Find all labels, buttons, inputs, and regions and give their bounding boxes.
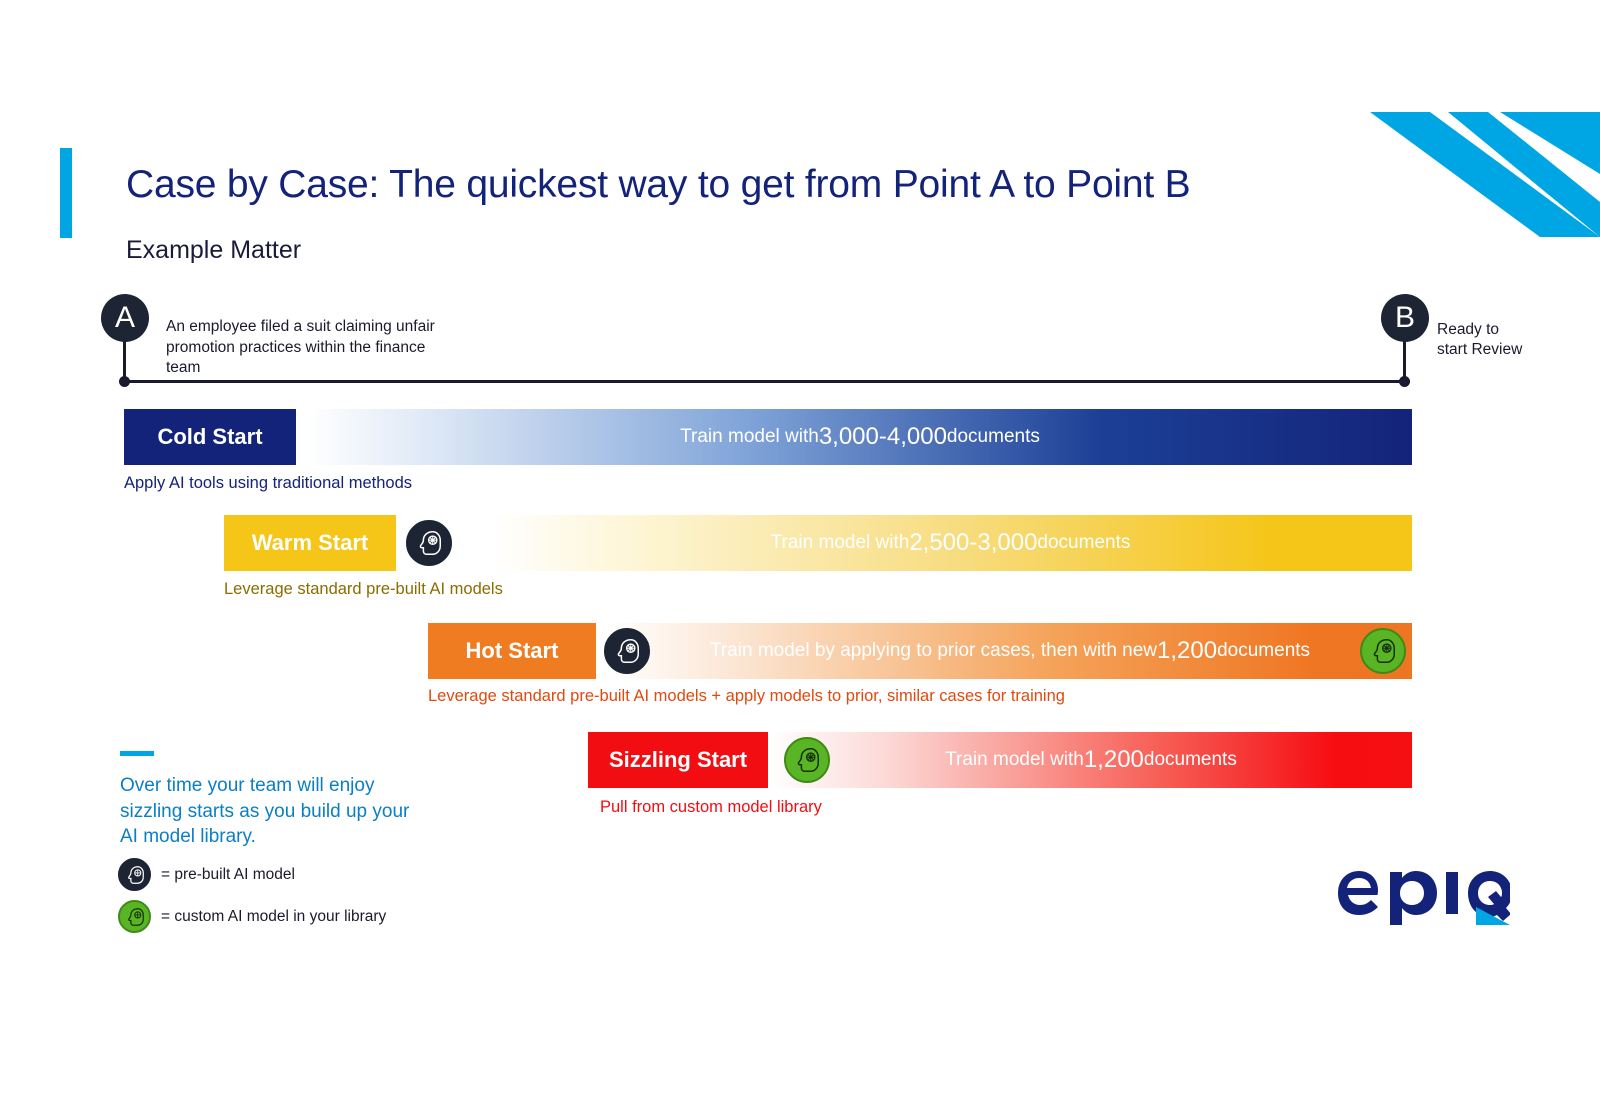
bar-text-cold-start	[308, 409, 1412, 465]
bar-text-number-cold: 3,000-4,000	[818, 423, 947, 450]
bar-caption-warm-start: Leverage standard pre-built AI models	[224, 580, 503, 598]
bar-track-hot-start	[608, 623, 1412, 679]
bar-label-warm-start: Warm Start	[224, 515, 396, 571]
ai-head-icon-prebuilt-hot	[604, 628, 650, 674]
bar-track-warm-start	[489, 515, 1412, 571]
page-title: Case by Case: The quickest way to get from Point A to Point B	[126, 163, 1191, 206]
point-a-description: An employee filed a suit claiming unfair promotion practices within the finance team	[166, 318, 435, 377]
corner-decoration	[1370, 112, 1600, 237]
bar-text-prefix-hot: Train model by applying to prior cases, then with new	[709, 640, 1158, 661]
journey-axis	[124, 380, 1410, 383]
bar-label-cold-start: Cold Start	[124, 409, 296, 465]
bar-text-prefix-cold: Train model with	[680, 426, 819, 447]
note-text: Over time your team will enjoy sizzling starts as you build up your AI model library.	[120, 775, 410, 848]
bar-text-suffix-hot: documents	[1217, 640, 1311, 661]
bar-text-sizzling-start	[770, 732, 1412, 788]
bar-text-suffix-sizzling: documents	[1143, 749, 1237, 770]
bar-text-warm-start	[489, 515, 1412, 571]
ai-head-icon-custom-hot	[1360, 628, 1406, 674]
legend-label-custom: = custom AI model in your library	[161, 907, 387, 925]
ai-head-icon-legend-prebuilt	[118, 858, 151, 891]
ai-head-icon-legend-custom	[118, 900, 151, 933]
bar-caption-cold-start: Apply AI tools using traditional methods	[124, 474, 413, 492]
legend-label-prebuilt: = pre-built AI model	[161, 865, 295, 883]
bar-text-suffix-warm: documents	[1037, 532, 1131, 553]
bar-text-suffix-cold: documents	[946, 426, 1040, 447]
epiq-logo	[1330, 845, 1510, 925]
bar-text-prefix-warm: Train model with	[770, 532, 910, 553]
legend-item-prebuilt	[118, 858, 295, 891]
note-accent-bar	[120, 751, 154, 756]
bar-text-prefix-sizzling: Train model with	[945, 749, 1084, 770]
bar-text-hot-start	[608, 623, 1412, 679]
ai-head-icon-prebuilt-warm	[406, 520, 452, 566]
bar-text-number-hot: 1,200	[1157, 637, 1218, 664]
bar-label-sizzling-start: Sizzling Start	[588, 732, 768, 788]
legend-item-custom	[118, 900, 386, 933]
bar-caption-hot-start: Leverage standard pre-built AI models + apply models to prior, similar cases for training	[428, 687, 1065, 705]
bar-text-number-sizzling: 1,200	[1083, 746, 1144, 773]
page-subtitle: Example Matter	[126, 236, 302, 264]
point-a-marker: A	[101, 294, 149, 342]
title-accent-bar	[60, 148, 72, 238]
bar-label-hot-start: Hot Start	[428, 623, 596, 679]
bar-track-cold-start	[308, 409, 1412, 465]
point-b-marker: B	[1381, 294, 1429, 342]
point-b-description: Ready to start Review	[1437, 321, 1523, 358]
ai-head-icon-custom-sizzling	[784, 737, 830, 783]
bar-text-number-warm: 2,500-3,000	[909, 529, 1038, 556]
bar-caption-sizzling-start: Pull from custom model library	[600, 798, 822, 816]
bar-track-sizzling-start	[770, 732, 1412, 788]
